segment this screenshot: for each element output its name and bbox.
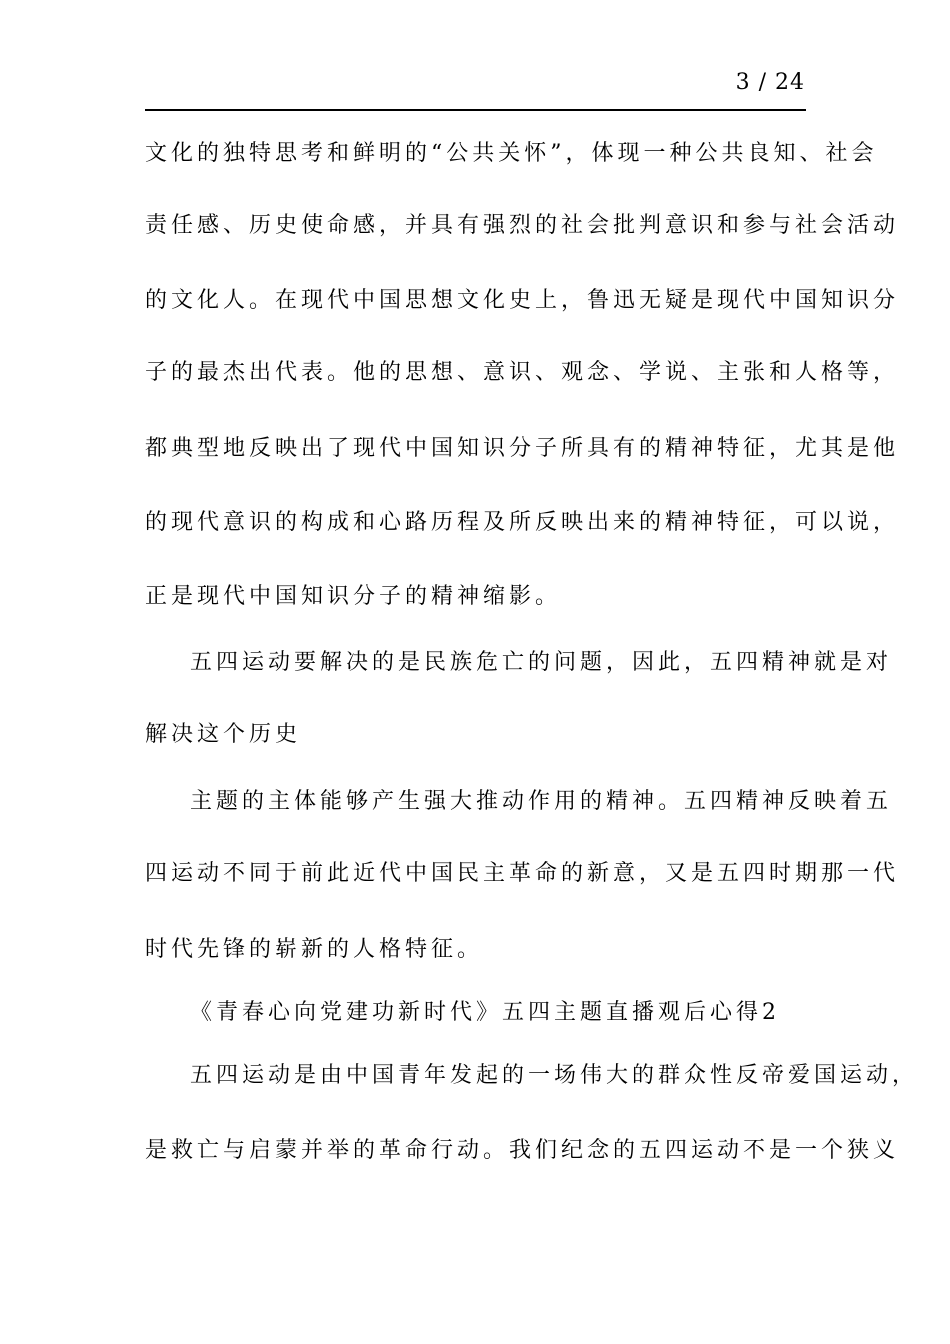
text-line: 主题的主体能够产生强大推动作用的精神。五四精神反映着五 (190, 789, 893, 814)
text-line: 是救亡与启蒙并举的革命行动。我们纪念的五四运动不是一个狭义 (145, 1138, 900, 1163)
section-heading: 《青春心向党建功新时代》五四主题直播观后心得2 (190, 1000, 780, 1025)
text-line: 都典型地反映出了现代中国知识分子所具有的精神特征，尤其是他 (145, 436, 900, 461)
text-line: 的现代意识的构成和心路历程及所反映出来的精神特征，可以说， (145, 510, 900, 535)
text-line: 文化的独特思考和鲜明的“公共关怀”，体现一种公共良知、社会 (145, 141, 878, 166)
text-line: 责任感、历史使命感，并具有强烈的社会批判意识和参与社会活动 (145, 213, 900, 238)
text-line: 五四运动要解决的是民族危亡的问题，因此，五四精神就是对 (190, 650, 893, 675)
text-line: 子的最杰出代表。他的思想、意识、观念、学说、主张和人格等， (145, 360, 900, 385)
text-line: 的文化人。在现代中国思想文化史上，鲁迅无疑是现代中国知识分 (145, 288, 900, 313)
page-number: 3 / 24 (735, 70, 805, 95)
text-line: 时代先锋的崭新的人格特征。 (145, 937, 484, 962)
header-rule (145, 109, 806, 111)
text-line: 四运动不同于前此近代中国民主革命的新意，又是五四时期那一代 (145, 861, 900, 886)
text-line: 解决这个历史 (145, 722, 302, 747)
text-line: 正是现代中国知识分子的精神缩影。 (145, 584, 562, 609)
text-line: 五四运动是由中国青年发起的一场伟大的群众性反帝爱国运动， (190, 1063, 919, 1088)
